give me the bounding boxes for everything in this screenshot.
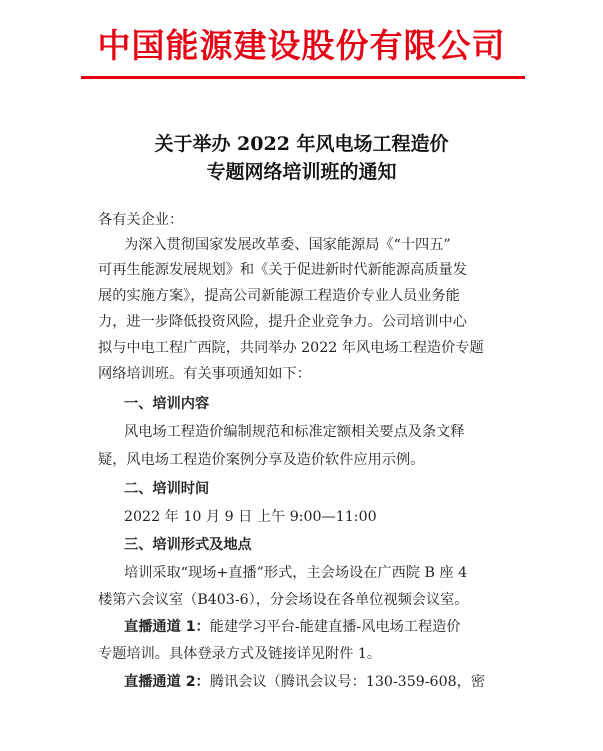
section3-heading: 三、培训形式及地点	[124, 537, 252, 553]
section1-line: 疑，风电场工程造价案例分享及造价软件应用示例。	[98, 452, 425, 468]
intro-line: 力，进一步降低投资风险，提升企业竞争力。公司培训中心	[98, 314, 467, 330]
channel2-label: 直播通道 2：	[124, 674, 210, 690]
section1-heading: 一、培训内容	[124, 396, 210, 412]
section3-line: 楼第六会议室（B403-6），分会场设在各单位视频会议室。	[98, 592, 469, 608]
intro-line: 拟与中电工程广西院，共同举办 2022 年风电场工程造价专题	[98, 340, 484, 356]
section1-line: 风电场工程造价编制规范和标准定额相关要点及条文释	[124, 424, 465, 440]
salutation: 各有关企业：	[98, 212, 184, 228]
section3-line: 培训采取“现场+直播”形式，主会场设在广西院 B 座 4	[124, 565, 468, 581]
intro-line: 网络培训班。有关事项通知如下：	[98, 366, 311, 382]
channel1-label: 直播通道 1：	[124, 619, 210, 635]
channel1-line	[124, 617, 461, 637]
notice-title-line2: 专题网络培训班的通知	[206, 161, 397, 183]
channel2-text: 腾讯会议（腾讯会议号：130-359-608，密	[209, 674, 486, 690]
channel1-cont: 专题培训。具体登录方式及链接详见附件 1。	[98, 646, 382, 662]
training-time: 2022 年 10 月 9 日 上午 9:00—11:00	[124, 509, 377, 525]
channel1-text: 能建学习平台-能建直播-风电场工程造价	[209, 619, 461, 635]
intro-line: 可再生能源发展规划》和《关于促进新时代新能源高质量发	[98, 262, 467, 278]
channel2-line	[124, 672, 485, 692]
intro-line: 展的实施方案》，提高公司新能源工程造价专业人员业务能	[98, 288, 460, 304]
notice-title-line1: 关于举办 2022 年风电场工程造价	[154, 133, 449, 155]
org-name-header: 中国能源建设股份有限公司	[97, 26, 506, 65]
intro-line: 为深入贯彻国家发展改革委、国家能源局《“十四五”	[124, 237, 451, 253]
section2-heading: 二、培训时间	[124, 481, 210, 497]
red-divider	[81, 76, 525, 79]
